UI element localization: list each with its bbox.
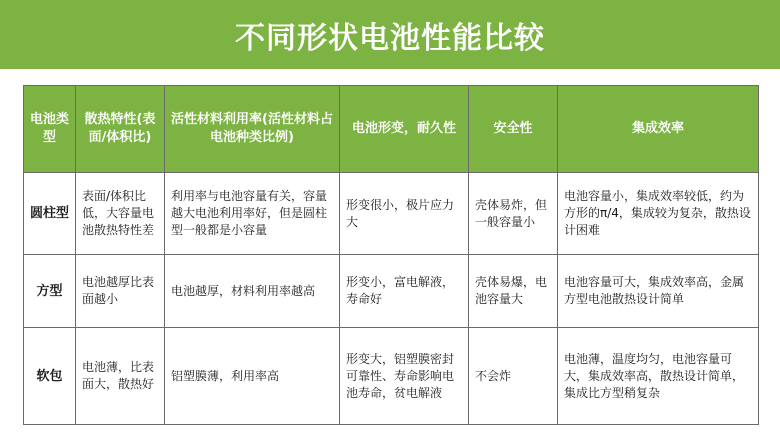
table-cell: 壳体易炸，但一般容量小 (469, 173, 558, 255)
table-cell: 铝塑膜薄，利用率高 (165, 328, 340, 425)
table-row (24, 173, 759, 255)
row-label: 软包 (24, 328, 76, 425)
table-cell: 利用率与电池容量有关，容量越大电池利用率好，但是圆柱型一般都是小容量 (165, 173, 340, 255)
table-row (24, 255, 759, 328)
table-cell: 电池越厚比表面越小 (76, 255, 165, 328)
table-row (24, 328, 759, 425)
table-cell: 形变很小，极片应力大 (340, 173, 469, 255)
table-cell: 形变小，富电解液，寿命好 (340, 255, 469, 328)
table-cell: 电池越厚，材料利用率越高 (165, 255, 340, 328)
table-header-row (24, 86, 759, 173)
header-cell-deformation: 电池形变，耐久性 (340, 86, 469, 173)
header-cell-type: 电池类型 (24, 86, 76, 173)
table-cell: 壳体易爆，电池容量大 (469, 255, 558, 328)
header-cell-safety: 安全性 (469, 86, 558, 173)
page-title: 不同形状电池性能比较 (235, 20, 545, 56)
table-cell: 形变大，铝塑膜密封可靠性、寿命影响电池寿命，贫电解液 (340, 328, 469, 425)
table-cell: 电池薄，温度均匀，电池容量可大，集成效率高，散热设计简单，集成比方型稍复杂 (558, 328, 759, 425)
table-cell: 电池容量可大，集成效率高，金属方型电池散热设计简单 (558, 255, 759, 328)
table-cell: 电池容量小，集成效率较低，约为方形的π/4，集成较为复杂，散热设计困难 (558, 173, 759, 255)
title-banner (0, 0, 780, 69)
row-label: 方型 (24, 255, 76, 328)
header-cell-heat: 散热特性(表面/体积比) (76, 86, 165, 173)
header-cell-utilization: 活性材料利用率(活性材料占电池种类比例) (165, 86, 340, 173)
comparison-table (23, 85, 759, 425)
row-label: 圆柱型 (24, 173, 76, 255)
table-cell: 不会炸 (469, 328, 558, 425)
table-cell: 表面/体积比低，大容量电池散热特性差 (76, 173, 165, 255)
header-cell-integration: 集成效率 (558, 86, 759, 173)
table-cell: 电池薄，比表面大，散热好 (76, 328, 165, 425)
